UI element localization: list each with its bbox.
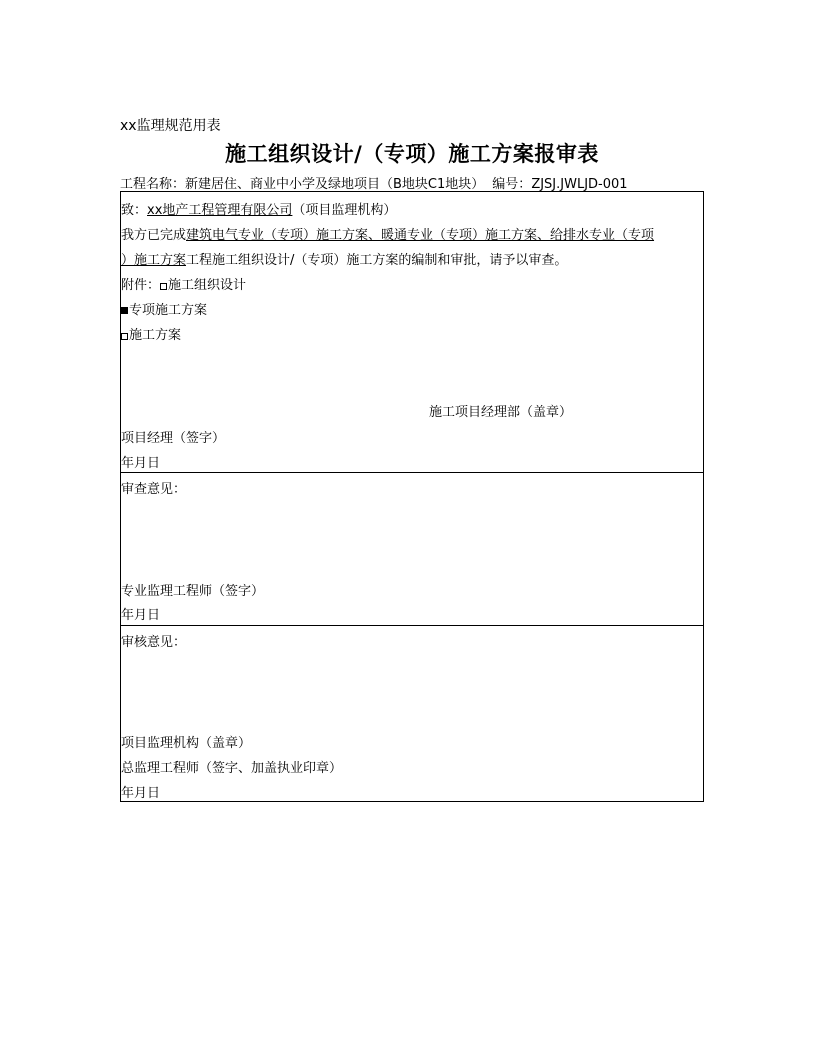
checkbox-construction-plan[interactable] bbox=[121, 333, 128, 340]
review-form-table bbox=[120, 191, 704, 802]
project-name-value: 新建居住、商业中小学及绿地项目（B地块C1地块） bbox=[185, 177, 485, 192]
project-manager-signature-label: 项目经理（签字） bbox=[121, 431, 226, 446]
attachment-row-3 bbox=[121, 324, 181, 343]
submission-body-line-1 bbox=[121, 224, 654, 243]
review-section bbox=[121, 472, 703, 626]
body-underlined-1: 建筑电气专业（专项）施工方案、暖通专业（专项）施工方案、给排水专业（专项 bbox=[186, 228, 655, 243]
project-info-line bbox=[120, 173, 628, 192]
approval-opinion-label: 审核意见： bbox=[121, 635, 187, 650]
to-company: xx地产工程管理有限公司 bbox=[147, 203, 293, 218]
review-date-label: 年月日 bbox=[121, 608, 161, 623]
code-label: 编号： bbox=[492, 177, 532, 192]
submission-section bbox=[121, 192, 703, 473]
submission-date-label: 年月日 bbox=[121, 456, 161, 471]
attachments-label: 附件： bbox=[121, 278, 161, 293]
form-category-label: xx监理规范用表 bbox=[120, 118, 221, 134]
body-underlined-2: ）施工方案 bbox=[121, 253, 187, 268]
to-label: 致： bbox=[121, 203, 148, 218]
to-suffix: （项目监理机构） bbox=[292, 203, 397, 218]
attachment-label-construction-plan: 施工方案 bbox=[129, 328, 182, 343]
attachment-label-construction-design: 施工组织设计 bbox=[168, 278, 247, 293]
addressee-line bbox=[121, 199, 396, 218]
project-name-label: 工程名称： bbox=[120, 177, 186, 192]
supervision-seal-label: 项目监理机构（盖章） bbox=[121, 736, 252, 751]
attachment-row-2 bbox=[121, 299, 207, 318]
body-suffix: 工程施工组织设计/（专项）施工方案的编制和审批，请予以审查。 bbox=[186, 253, 568, 268]
attachment-row-1 bbox=[121, 274, 246, 293]
submission-body-line-2 bbox=[121, 249, 567, 268]
attachment-label-special-plan: 专项施工方案 bbox=[129, 303, 208, 318]
checkbox-special-plan[interactable] bbox=[121, 307, 128, 314]
approval-date-label: 年月日 bbox=[121, 786, 161, 801]
code-value: ZJSJ.JWLJD-001 bbox=[531, 177, 628, 192]
chief-engineer-signature-label: 总监理工程师（签字、加盖执业印章） bbox=[121, 761, 343, 776]
review-opinion-label: 审查意见： bbox=[121, 482, 187, 497]
body-prefix: 我方已完成 bbox=[121, 228, 187, 243]
contractor-seal-label: 施工项目经理部（盖章） bbox=[429, 405, 573, 420]
page-title: 施工组织设计/（专项）施工方案报审表 bbox=[225, 141, 599, 166]
specialist-engineer-signature-label: 专业监理工程师（签字） bbox=[121, 584, 265, 599]
approval-section bbox=[121, 625, 703, 801]
checkbox-construction-design[interactable] bbox=[160, 283, 167, 290]
